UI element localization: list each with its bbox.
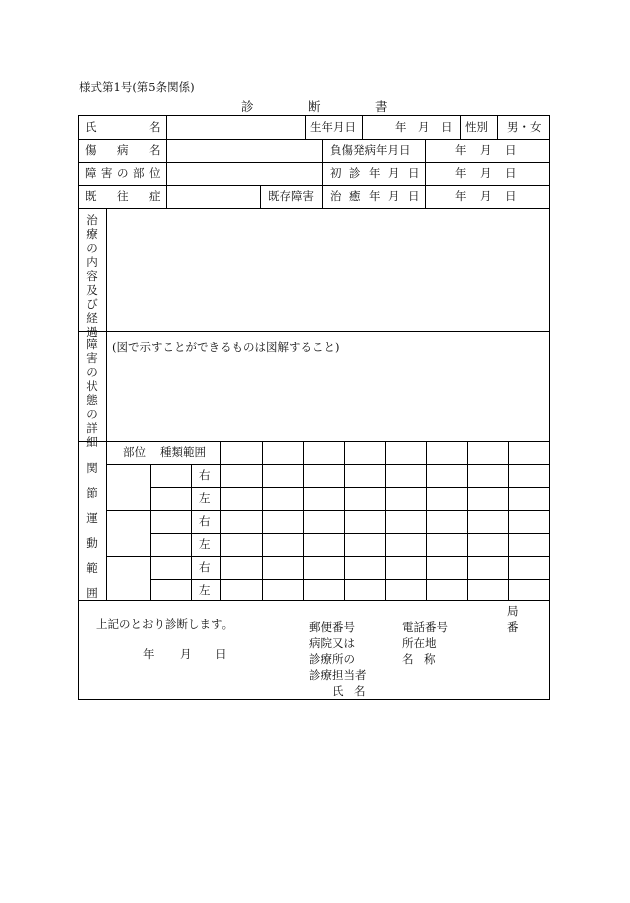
side-3: 右 xyxy=(199,514,211,528)
rule-treatment xyxy=(79,331,549,332)
birth-month: 月 xyxy=(418,120,430,134)
rule-joint-g1 xyxy=(262,441,263,600)
joint-label: 関 節 運 動 範 囲 xyxy=(86,461,98,600)
hospital-label-1: 病院又は xyxy=(309,636,355,650)
side-4: 左 xyxy=(199,537,211,551)
site-label-4: 部 xyxy=(133,166,145,180)
rule-joint-r3 xyxy=(150,533,549,534)
rule-col-sex-r xyxy=(497,116,498,139)
rule-col-existing-l xyxy=(260,185,261,208)
phone-suffix-kyoku: 局 xyxy=(507,604,519,618)
footer-statement: 上記のとおり診断します。 xyxy=(96,617,234,631)
rule-row2 xyxy=(79,162,549,163)
birth-day: 日 xyxy=(441,120,453,134)
rule-joint-r2 xyxy=(106,510,549,511)
first-visit-day: 日 xyxy=(505,166,517,180)
side-2: 左 xyxy=(199,491,211,505)
hospital-label-2: 診療所の xyxy=(309,652,355,666)
name-label-1: 氏 xyxy=(85,120,97,134)
treatment-field[interactable] xyxy=(107,209,549,331)
cure-month: 月 xyxy=(480,189,492,203)
title-char-2: 断 xyxy=(308,99,321,114)
site-label-5: 位 xyxy=(149,166,161,180)
doctor-name-label-1: 氏 xyxy=(332,684,344,698)
sex-value: 男・女 xyxy=(507,120,542,134)
injury-label-1: 傷 xyxy=(85,143,97,157)
cure-label-4: 月 xyxy=(388,189,400,203)
phone-suffix-ban: 番 xyxy=(507,620,519,634)
joint-header-site: 部位 xyxy=(123,445,146,459)
first-visit-label-5: 日 xyxy=(408,166,420,180)
first-visit-label-2: 診 xyxy=(349,166,361,180)
rule-col-sex-l xyxy=(460,116,461,139)
existing-label: 既存障害 xyxy=(268,189,314,203)
rule-joint-g7 xyxy=(508,441,509,600)
history-label-1: 既 xyxy=(85,189,97,203)
rule-joint-site xyxy=(150,464,151,600)
title-char-3: 書 xyxy=(375,99,388,114)
condition-field[interactable] xyxy=(107,356,549,441)
first-visit-year: 年 xyxy=(455,166,467,180)
rule-joint-side xyxy=(220,441,221,600)
rule-joint-bottom xyxy=(79,600,549,601)
postal-label: 郵便番号 xyxy=(309,620,355,634)
site-label-3: の xyxy=(117,166,129,180)
footer-month: 月 xyxy=(180,647,192,661)
rule-row3 xyxy=(79,185,549,186)
treatment-label: 治 療 の 内 容 及 び 経 過 xyxy=(86,213,98,339)
cure-label-3: 年 xyxy=(369,189,381,203)
rule-joint-r4 xyxy=(106,556,549,557)
site-label-1: 障 xyxy=(85,166,97,180)
cure-label-2: 癒 xyxy=(349,189,361,203)
rule-joint-g3 xyxy=(344,441,345,600)
org-name-label-2: 称 xyxy=(424,652,436,666)
phone-label: 電話番号 xyxy=(402,620,448,634)
injury-label-2: 病 xyxy=(117,143,129,157)
first-visit-label-4: 月 xyxy=(388,166,400,180)
birth-label: 生年月日 xyxy=(310,120,356,134)
joint-header-range: 種類範囲 xyxy=(160,445,206,459)
footer-day: 日 xyxy=(215,647,227,661)
rule-col-birth-r xyxy=(362,116,363,139)
side-5: 右 xyxy=(199,560,211,574)
onset-label: 負傷発病年月日 xyxy=(330,143,411,157)
first-visit-label-3: 年 xyxy=(369,166,381,180)
org-name-label-1: 名 xyxy=(402,652,414,666)
rule-joint-header xyxy=(106,464,549,465)
condition-label: 障 害 の 状 態 の 詳 細 xyxy=(86,337,98,449)
rule-col-birth-l xyxy=(305,116,306,139)
cure-year: 年 xyxy=(455,189,467,203)
site-label-2: 害 xyxy=(101,166,113,180)
address-label: 所在地 xyxy=(402,636,437,650)
rule-col-mid-r xyxy=(425,139,426,208)
rule-joint-g2 xyxy=(303,441,304,600)
first-visit-month: 月 xyxy=(480,166,492,180)
onset-month: 月 xyxy=(480,143,492,157)
rule-condition xyxy=(79,441,549,442)
onset-day: 日 xyxy=(505,143,517,157)
cure-label-1: 治 xyxy=(330,189,342,203)
sex-label: 性別 xyxy=(465,120,488,134)
rule-joint-r5 xyxy=(150,579,549,580)
footer-year: 年 xyxy=(143,647,155,661)
rule-joint-g4 xyxy=(385,441,386,600)
rule-joint-g6 xyxy=(467,441,468,600)
name-label-2: 名 xyxy=(149,120,161,134)
side-1: 右 xyxy=(199,468,211,482)
first-visit-label-1: 初 xyxy=(330,166,342,180)
hospital-label-3: 診療担当者 xyxy=(309,668,367,682)
rule-joint-g5 xyxy=(426,441,427,600)
history-label-2: 往 xyxy=(117,189,129,203)
rule-row1 xyxy=(79,139,549,140)
side-6: 左 xyxy=(199,583,211,597)
cure-label-5: 日 xyxy=(408,189,420,203)
condition-note: (図で示すことができるものは図解すること) xyxy=(112,340,340,354)
cure-day: 日 xyxy=(505,189,517,203)
birth-year: 年 xyxy=(395,120,407,134)
title-char-1: 診 xyxy=(241,99,254,114)
diagnosis-form-table xyxy=(78,115,550,700)
history-label-3: 症 xyxy=(149,189,161,203)
injury-label-3: 名 xyxy=(149,143,161,157)
rule-joint-r1 xyxy=(150,487,549,488)
doctor-name-label-2: 名 xyxy=(354,684,366,698)
form-number: 様式第1号(第5条関係) xyxy=(79,80,195,94)
onset-year: 年 xyxy=(455,143,467,157)
rule-joint-type xyxy=(191,464,192,600)
rule-col-mid-l xyxy=(322,139,323,208)
rule-col-label xyxy=(166,116,167,208)
